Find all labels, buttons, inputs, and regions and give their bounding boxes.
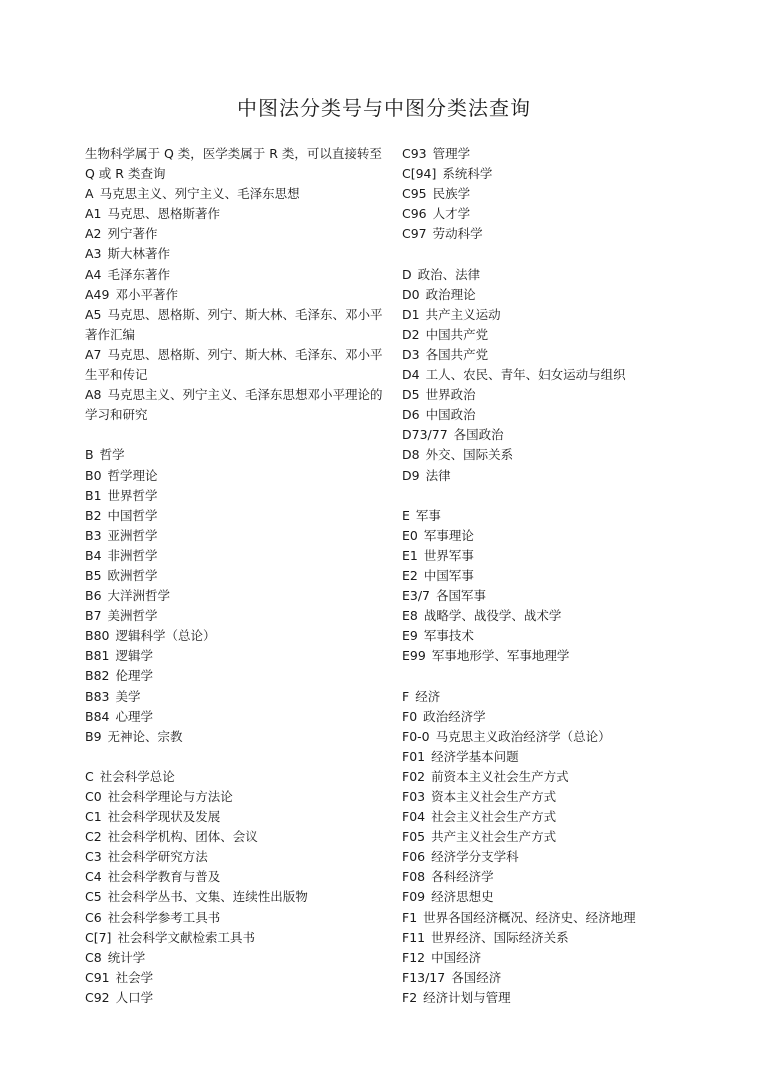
class-name: 亚洲哲学 <box>107 527 158 543</box>
class-code: B <box>85 447 94 463</box>
class-code: F11 <box>402 929 426 945</box>
class-name: 非洲哲学 <box>107 547 158 563</box>
class-name: 马克思主义、列宁主义、毛泽东思想 <box>99 186 300 202</box>
class-code: B4 <box>85 547 102 563</box>
class-name: 管理学 <box>432 146 471 161</box>
class-entry <box>402 787 702 807</box>
class-entry <box>85 546 385 566</box>
class-entry <box>402 928 702 948</box>
class-entry <box>402 626 702 646</box>
class-entry <box>85 385 385 425</box>
class-name: 军事理论 <box>423 527 474 543</box>
class-name: 劳动科学 <box>432 226 483 242</box>
class-entry <box>402 405 702 425</box>
class-code: E <box>402 507 410 523</box>
class-code: C92 <box>85 989 110 1005</box>
class-entry <box>402 526 702 546</box>
class-code: D8 <box>402 447 420 463</box>
section-gap <box>402 244 702 264</box>
class-entry <box>85 345 385 385</box>
class-name: 经济学分支学科 <box>431 849 519 865</box>
class-name: 中国政治 <box>425 407 476 423</box>
class-code: C8 <box>85 949 102 965</box>
class-name: 马克思主义、列宁主义、毛泽东思想邓小平理论的学习和研究 <box>85 387 383 423</box>
class-code: E0 <box>402 527 418 543</box>
class-code: C1 <box>85 809 102 825</box>
class-code: C4 <box>85 869 102 885</box>
class-entry <box>85 968 385 988</box>
class-entry <box>402 546 702 566</box>
class-entry <box>85 265 385 285</box>
class-entry <box>85 887 385 907</box>
class-name: 美洲哲学 <box>107 608 158 624</box>
class-name: 军事地形学、军事地理学 <box>431 648 570 664</box>
class-code: F1 <box>402 909 418 925</box>
class-entry <box>402 184 702 204</box>
class-code: E3/7 <box>402 588 431 604</box>
class-name: 心理学 <box>115 708 153 724</box>
class-name: 各国军事 <box>436 588 487 604</box>
class-entry <box>85 204 385 224</box>
class-entry <box>402 345 702 365</box>
class-code: D3 <box>402 346 420 362</box>
class-entry <box>402 425 702 445</box>
class-name: 社会科学理论与方法论 <box>107 789 233 804</box>
class-code: A3 <box>85 246 102 262</box>
class-entry <box>85 707 385 727</box>
class-name: 社会科学总论 <box>99 768 175 784</box>
class-entry <box>402 827 702 847</box>
class-code: D1 <box>402 306 420 322</box>
class-name: 哲学理论 <box>107 467 158 483</box>
class-code: A2 <box>85 226 102 242</box>
class-name: 社会主义社会生产方式 <box>431 809 557 825</box>
class-entry <box>402 365 702 385</box>
class-code: D4 <box>402 367 420 383</box>
class-name: 社会科学参考工具书 <box>107 909 221 925</box>
class-entry <box>85 244 385 264</box>
class-name: 民族学 <box>432 186 471 202</box>
intro-note: 生物科学属于 Q 类，医学类属于 R 类，可以直接转至 Q 或 R 类查询 <box>85 146 382 182</box>
class-code: B7 <box>85 608 102 624</box>
class-entry <box>402 867 702 887</box>
class-name: 外交、国际关系 <box>425 447 514 463</box>
class-name: 社会学 <box>115 969 154 985</box>
class-entry <box>85 184 385 204</box>
class-code: C[94] <box>402 166 437 182</box>
class-entry <box>402 385 702 405</box>
class-entry <box>85 526 385 546</box>
class-entry <box>85 867 385 887</box>
class-entry <box>402 606 702 626</box>
class-code: F <box>402 688 410 704</box>
class-entry <box>402 727 702 747</box>
class-entry <box>402 285 702 305</box>
class-name: 战略学、战役学、战术学 <box>423 608 562 624</box>
class-name: 哲学 <box>99 447 125 463</box>
class-code: B2 <box>85 507 102 523</box>
class-name: 共产主义社会生产方式 <box>431 829 557 845</box>
class-entry <box>85 807 385 827</box>
class-name: 马克思、恩格斯、列宁、斯大林、毛泽东、邓小平生平和传记 <box>85 346 383 383</box>
class-entry <box>402 847 702 867</box>
class-code: B9 <box>85 728 102 744</box>
class-name: 经济思想史 <box>431 889 494 905</box>
class-name: 邓小平著作 <box>115 286 178 302</box>
class-name: 马克思、恩格斯著作 <box>107 206 221 222</box>
class-entry <box>85 285 385 305</box>
section-gap <box>402 486 702 506</box>
class-code: A <box>85 186 94 202</box>
class-name: 世界经济、国际经济关系 <box>431 929 569 945</box>
class-code: C <box>85 768 94 784</box>
class-entry <box>85 305 385 345</box>
class-name: 前资本主义社会生产方式 <box>431 768 569 784</box>
class-code: F12 <box>402 949 426 965</box>
class-name: 军事 <box>415 507 441 523</box>
class-code: D9 <box>402 467 420 483</box>
class-name: 中国军事 <box>423 567 474 583</box>
class-code: B80 <box>85 628 110 644</box>
class-entry <box>85 466 385 486</box>
class-code: F13/17 <box>402 969 446 985</box>
class-entry <box>402 506 702 526</box>
class-name: 统计学 <box>107 949 146 965</box>
class-name: 人才学 <box>432 206 471 222</box>
class-entry <box>85 767 385 787</box>
class-entry <box>85 928 385 948</box>
class-code: D6 <box>402 407 420 423</box>
class-code: F02 <box>402 768 426 784</box>
class-entry <box>85 847 385 867</box>
class-code: B82 <box>85 668 110 684</box>
class-name: 法律 <box>425 467 451 483</box>
class-code: B83 <box>85 688 110 704</box>
class-code: D73/77 <box>402 427 448 443</box>
class-entry <box>402 707 702 727</box>
class-entry <box>402 224 702 244</box>
class-entry <box>402 466 702 486</box>
class-entry <box>402 687 702 707</box>
class-code: C93 <box>402 146 427 161</box>
class-code: D2 <box>402 326 420 342</box>
left-column <box>85 144 385 1008</box>
class-name: 人口学 <box>115 989 154 1005</box>
class-entry <box>402 445 702 465</box>
section-gap <box>402 666 702 686</box>
class-name: 逻辑学 <box>115 648 153 664</box>
class-code: D5 <box>402 387 420 403</box>
class-entry <box>402 968 702 988</box>
class-name: 逻辑科学（总论） <box>115 628 216 644</box>
class-entry <box>85 646 385 666</box>
class-name: 政治、法律 <box>417 266 481 282</box>
class-name: 马克思主义政治经济学（总论） <box>435 728 611 744</box>
class-code: A8 <box>85 387 102 403</box>
page-title: 中图法分类号与中图分类法查询 <box>237 96 531 120</box>
class-code: B0 <box>85 467 102 483</box>
class-code: E99 <box>402 648 426 664</box>
class-entry <box>402 586 702 606</box>
class-code: C0 <box>85 789 102 804</box>
class-code: C5 <box>85 889 102 905</box>
class-name: 各科经济学 <box>431 869 494 885</box>
class-name: 各国政治 <box>453 427 504 443</box>
class-name: 斯大林著作 <box>107 246 171 262</box>
class-code: F0 <box>402 708 418 724</box>
class-code: F01 <box>402 748 426 764</box>
class-entry <box>85 687 385 707</box>
class-code: F08 <box>402 869 426 885</box>
class-entry <box>402 988 702 1008</box>
class-entry <box>85 486 385 506</box>
class-name: 社会科学研究方法 <box>107 849 208 865</box>
class-entry <box>85 988 385 1008</box>
class-entry <box>85 908 385 928</box>
class-code: A5 <box>85 306 102 322</box>
class-name: 伦理学 <box>115 668 153 684</box>
class-entry <box>402 887 702 907</box>
right-column <box>402 144 702 1008</box>
class-entry <box>85 566 385 586</box>
class-entry <box>402 767 702 787</box>
class-name: 世界政治 <box>425 387 476 403</box>
class-code: C3 <box>85 849 102 865</box>
class-name: 社会科学现状及发展 <box>107 809 221 825</box>
class-entry <box>85 666 385 686</box>
class-name: 工人、农民、青年、妇女运动与组织 <box>425 367 626 383</box>
class-entry <box>85 445 385 465</box>
class-code: E2 <box>402 567 418 583</box>
class-code: C6 <box>85 909 102 925</box>
class-name: 中国哲学 <box>107 507 158 523</box>
class-code: A7 <box>85 346 102 362</box>
class-name: 社会科学教育与普及 <box>107 869 221 885</box>
class-name: 各国经济 <box>451 969 502 985</box>
class-code: D0 <box>402 286 420 302</box>
class-entry <box>85 827 385 847</box>
class-name: 马克思、恩格斯、列宁、斯大林、毛泽东、邓小平著作汇编 <box>85 306 383 342</box>
class-code: C2 <box>85 829 102 845</box>
class-code: C95 <box>402 186 427 202</box>
class-name: 无神论、宗教 <box>107 728 183 744</box>
class-name: 中国经济 <box>431 949 482 965</box>
class-name: 美学 <box>115 688 141 704</box>
class-entry <box>402 144 702 164</box>
class-code: B3 <box>85 527 102 543</box>
class-code: F2 <box>402 989 418 1005</box>
class-name: 政治理论 <box>425 286 476 302</box>
class-entry <box>402 566 702 586</box>
class-entry <box>402 325 702 345</box>
class-entry <box>85 727 385 747</box>
class-name: 经济计划与管理 <box>423 989 511 1005</box>
class-code: E1 <box>402 547 418 563</box>
section-gap <box>85 425 385 445</box>
class-name: 社会科学丛书、文集、连续性出版物 <box>107 889 308 905</box>
class-code: B1 <box>85 487 102 503</box>
class-entry <box>85 224 385 244</box>
class-entry <box>402 908 702 928</box>
class-code: E8 <box>402 608 418 624</box>
class-code: F09 <box>402 889 426 905</box>
class-name: 经济学基本问题 <box>431 748 519 764</box>
class-entry <box>402 807 702 827</box>
class-entry <box>85 506 385 526</box>
class-code: B84 <box>85 708 110 724</box>
class-entry <box>402 265 702 285</box>
class-name: 军事技术 <box>423 628 474 644</box>
class-entry <box>85 787 385 807</box>
class-name: 资本主义社会生产方式 <box>431 789 557 804</box>
class-code: A49 <box>85 286 110 302</box>
class-name: 共产主义运动 <box>425 306 501 322</box>
class-name: 欧洲哲学 <box>107 567 158 583</box>
class-code: E9 <box>402 628 418 644</box>
class-name: 毛泽东著作 <box>107 266 171 282</box>
class-name: 政治经济学 <box>423 708 486 724</box>
class-code: A1 <box>85 206 102 222</box>
class-code: C91 <box>85 969 110 985</box>
class-entry <box>402 646 702 666</box>
class-name: 世界哲学 <box>107 487 158 503</box>
class-entry <box>85 626 385 646</box>
class-code: C96 <box>402 206 427 222</box>
class-name: 列宁著作 <box>107 226 158 242</box>
class-code: F04 <box>402 809 426 825</box>
class-name: 经济 <box>415 688 441 704</box>
class-code: F05 <box>402 829 426 845</box>
class-name: 社会科学机构、团体、会议 <box>107 829 258 845</box>
class-code: F06 <box>402 849 426 865</box>
class-name: 各国共产党 <box>425 346 489 362</box>
class-entry <box>85 586 385 606</box>
class-entry <box>85 948 385 968</box>
class-code: B6 <box>85 588 102 604</box>
class-entry <box>402 305 702 325</box>
class-code: C[7] <box>85 929 112 945</box>
class-entry <box>402 204 702 224</box>
class-code: D <box>402 266 412 282</box>
class-name: 中国共产党 <box>425 326 489 342</box>
class-code: C97 <box>402 226 427 242</box>
class-entry <box>402 747 702 767</box>
class-name: 大洋洲哲学 <box>107 588 171 604</box>
class-name: 世界军事 <box>423 547 474 563</box>
class-code: B5 <box>85 567 102 583</box>
class-name: 社会科学文献检索工具书 <box>117 929 255 945</box>
class-code: F0-0 <box>402 728 430 744</box>
class-name: 系统科学 <box>442 166 493 182</box>
class-name: 世界各国经济概况、经济史、经济地理 <box>423 909 636 925</box>
class-entry <box>402 164 702 184</box>
class-entry <box>402 948 702 968</box>
class-code: A4 <box>85 266 102 282</box>
section-gap <box>85 747 385 767</box>
class-code: F03 <box>402 789 426 804</box>
class-entry <box>85 606 385 626</box>
class-code: B81 <box>85 648 110 664</box>
